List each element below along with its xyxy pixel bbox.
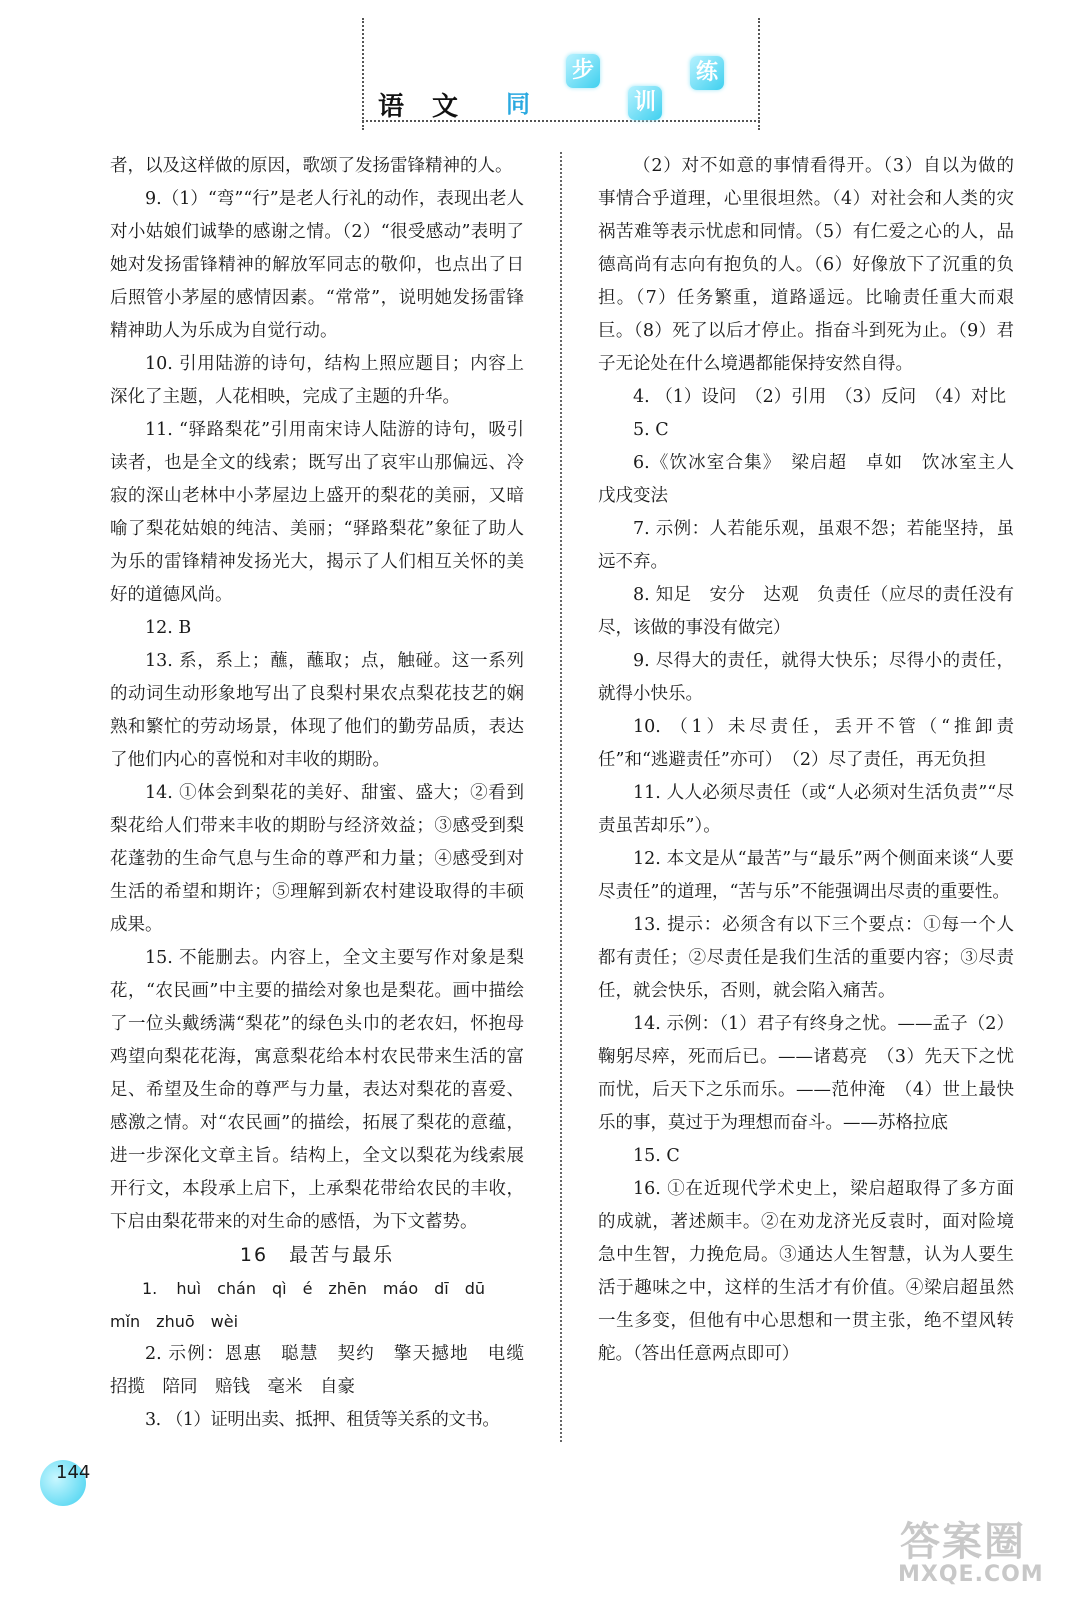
answer-paragraph: 12. B — [145, 618, 192, 638]
watermark-logo: 答案圈 — [900, 1519, 1026, 1565]
answer-paragraph: 9.（1）“弯”“行”是老人行礼的动作，表现出老人对小姑娘们诚挚的感谢之情。（2）“很受感动”表明了她对发扬雷锋精神的解放军同志的敬仰，也点出了日后照管小茅屋的感情因素。“常常”，说明她发扬雷锋精神助人为乐成为自觉行动。 — [110, 189, 524, 341]
answer-paragraph: （2）对不如意的事情看得开。（3）自以为做的事情合乎道理，心里很坦然。（4）对社会和人类的灾祸苦难等表示忧虑和同情。（5）有仁爱之心的人，品德高尚有志向有抱负的人。（6）好像放下了沉重的负担。（7）任务繁重，道路遥远。比喻责任重大而艰巨。（8）死了以后才停止。指奋斗到死为止。（9）君子无论处在什么境遇都能保持安然自得。 — [598, 156, 1014, 374]
answer-paragraph: 12. 本文是从“最苦”与“最乐”两个侧面来谈“人要尽责任”的道理，“苦与乐”不能强调出尽责的重要性。 — [598, 849, 1014, 902]
answer-paragraph: 13. 系，系上；蘸，蘸取；点，触碰。这一系列的动词生动形象地写出了良梨村果农点梨花技艺的娴熟和繁忙的劳动场景，体现了他们的勤劳品质，表达了他们内心的喜悦和对丰收的期盼。 — [110, 651, 524, 770]
pinyin-answer-line: 1. huì chán qì é zhēn máo dī dū — [142, 1279, 486, 1298]
answer-paragraph: 16. ①在近现代学术史上，梁启超取得了多方面的成就，著述颇丰。②在劝龙济光反袁时，面对险境急中生智，力挽危局。③通达人生智慧，认为人要生活于趣味之中，这样的生活才有价值。④梁启超虽然一生多变，但他有中心思想和一贯主张，绝不望风转舵。（答出任意两点即可） — [598, 1179, 1014, 1364]
answer-paragraph: 10. 引用陆游的诗句，结构上照应题目；内容上深化了主题，人花相映，完成了主题的升华。 — [110, 354, 524, 407]
header-horizontal-rule — [362, 120, 760, 122]
page-number: 144 — [56, 1462, 91, 1483]
answer-paragraph: 9. 尽得大的责任，就得大快乐；尽得小的责任，就得小快乐。 — [598, 651, 1014, 704]
answer-paragraph: 14. ①体会到梨花的美好、甜蜜、盛大；②看到梨花给人们带来丰收的期盼与经济效益；③感受到梨花蓬勃的生命气息与生命的尊严和力量；④感受到对生活的希望和期许；⑤理解到新农村建设取得的丰硕成果。 — [110, 783, 524, 935]
answer-paragraph: 11. 人人必须尽责任（或“人必须对生活负责”“尽责虽苦却乐”）。 — [598, 783, 1014, 836]
answer-paragraph: 8. 知足 安分 达观 负责任（应尽的责任没有尽，该做的事没有做完） — [598, 585, 1014, 638]
book-title-char-3: 训 — [628, 86, 662, 120]
section-title: 16 最苦与最乐 — [239, 1244, 395, 1266]
header-vertical-rule — [758, 18, 760, 130]
pinyin-answer-line: mǐn zhuō wèi — [110, 1312, 239, 1331]
book-title-char-4: 练 — [690, 56, 724, 90]
subject-char-1: 语 — [378, 92, 405, 122]
answer-paragraph: 2. 示例：恩惠 聪慧 契约 擎天撼地 电缆 招揽 陪同 赔钱 毫米 自豪 — [110, 1344, 542, 1397]
answer-paragraph: 5. C — [633, 420, 669, 440]
answer-paragraph: 14. 示例：（1）君子有终身之忧。——孟子（2）鞠躬尽瘁，死而后已。——诸葛亮 （3）先天下之忧而忧，后天下之乐而乐。——范仲淹 （4）世上最快乐的事，莫过于为理想而奋斗。——苏格拉底 — [598, 1014, 1014, 1133]
answer-paragraph: 4. （1）设问 （2）引用 （3）反问 （4）对比 — [633, 387, 1007, 407]
header-vertical-rule — [362, 18, 364, 130]
column-divider — [560, 152, 562, 1442]
answer-paragraph: 3. （1）证明出卖、抵押、租赁等关系的文书。 — [145, 1410, 500, 1430]
answer-paragraph: 15. C — [633, 1146, 680, 1166]
book-title-char-1: 同 — [506, 90, 530, 118]
book-title-char-2: 步 — [566, 54, 600, 88]
page-header — [0, 0, 1092, 140]
answer-paragraph: 13. 提示：必须含有以下三个要点：①每一个人都有责任；②尽责任是我们生活的重要内容；③尽责任，就会快乐，否则，就会陷入痛苦。 — [598, 915, 1014, 1001]
answer-paragraph: 15. 不能删去。内容上，全文主要写作对象是梨花，“农民画”中主要的描绘对象也是梨花。画中描绘了一位头戴绣满“梨花”的绿色头巾的老农妇，怀抱母鸡望向梨花花海，寓意梨花给本村农民带来生活的富足、希望及生命的尊严与力量，表达对梨花的喜爱、感激之情。对“农民画”的描绘，拓展了梨花的意蕴，进一步深化文章主旨。结构上，全文以梨花为线索展开行文，本段承上启下，上承梨花带给农民的丰收，下启由梨花带来的对生命的感悟，为下文蓄势。 — [110, 948, 524, 1232]
watermark-url: MXQE.COM — [898, 1562, 1044, 1587]
answer-paragraph: 10. （1）未尽责任，丢开不管（“推卸责任”和“逃避责任”亦可） （2）尽了责任，再无负担 — [598, 717, 1014, 770]
subject-char-2: 文 — [432, 92, 459, 122]
answer-paragraph: 6.《饮冰室合集》 梁启超 卓如 饮冰室主人 戊戌变法 — [598, 453, 1032, 506]
answer-paragraph: 者，以及这样做的原因，歌颂了发扬雷锋精神的人。 — [110, 156, 513, 176]
left-column — [110, 150, 542, 1437]
right-column — [598, 150, 1032, 1371]
answer-paragraph: 11. “驿路梨花”引用南宋诗人陆游的诗句，吸引读者，也是全文的线索；既写出了哀牢山那偏远、冷寂的深山老林中小茅屋边上盛开的梨花的美丽，又暗喻了梨花姑娘的纯洁、美丽；“驿路梨花”象征了助人为乐的雷锋精神发扬光大，揭示了人们相互关怀的美好的道德风尚。 — [110, 420, 524, 605]
answer-paragraph: 7. 示例：人若能乐观，虽艰不怨；若能坚持，虽远不弃。 — [598, 519, 1014, 572]
